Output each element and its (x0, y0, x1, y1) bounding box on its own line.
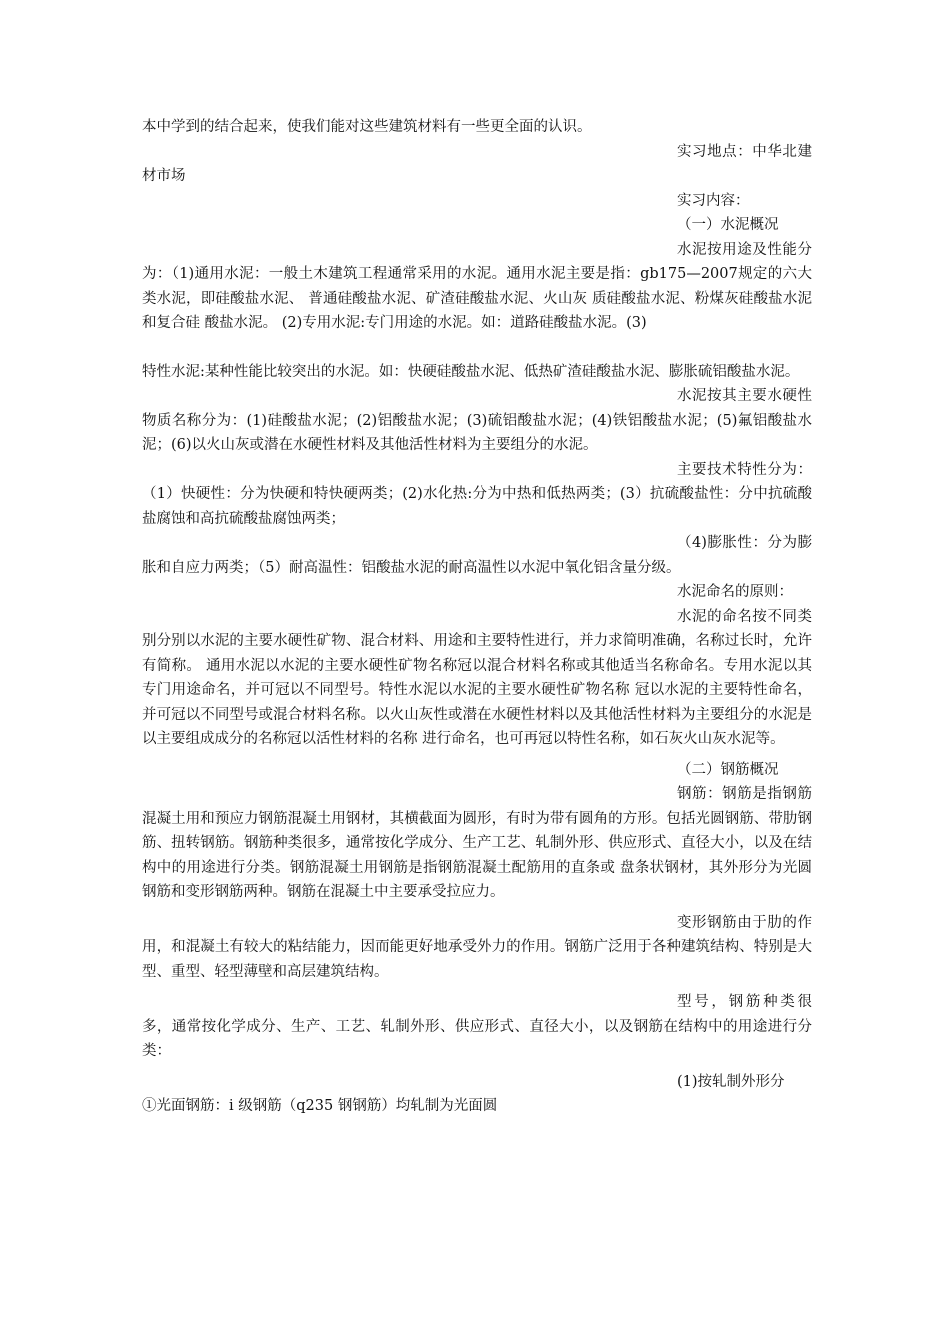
paragraph-rolling-shape: (1)按轧制外形分 (677, 1073, 785, 1090)
document-page (142, 115, 812, 1119)
paragraph-cement-hydraulic: 水泥按其主要水硬性物质名称分为：(1)硅酸盐水泥；(2)铝酸盐水泥；(3)硫铝酸盐水泥；(4)铁铝酸盐水泥；(5)氟铝酸盐水泥；(6)以火山灰或潜在水硬性材料及其他活性材料为主要组分的水泥。 (142, 388, 812, 453)
paragraph-cement-usage: 水泥按用途及性能分为：（1)通用水泥：一般土木建筑工程通常采用的水泥。通用水泥主要是指：gb175—2007规定的六大类水泥，即硅酸盐水泥、 普通硅酸盐水泥、矿渣硅酸盐水泥、火山灰 质硅酸盐水泥、粉煤灰硅酸盐水泥和复合硅 酸盐水泥。 (2)专用水泥:专门用途的水泥。如：道路硅酸盐水泥。(3) (142, 241, 812, 331)
paragraph-location: 实习地点：中华北建材市场 (142, 143, 812, 184)
paragraph-special-cement: 特性水泥:某种性能比较突出的水泥。如：快硬硅酸盐水泥、低热矿渣硅酸盐水泥、膨胀硫铝酸盐水泥。 (142, 363, 800, 380)
paragraph-deformed-rebar: 变形钢筋由于肋的作用，和混凝土有较大的粘结能力，因而能更好地承受外力的作用。钢筋广泛用于各种建筑结构、特别是大型、重型、轻型薄壁和高层建筑结构。 (142, 914, 812, 980)
paragraph-rebar-types: 型号，钢筋种类很多，通常按化学成分、生产、工艺、轧制外形、供应形式、直径大小，以及钢筋在结构中的用途进行分类： (142, 994, 812, 1059)
paragraph-plain-rebar: ①光面钢筋：i 级钢筋（q235 钢钢筋）均轧制为光面圆 (142, 1098, 498, 1114)
section-heading-rebar: （二）钢筋概况 (677, 761, 779, 778)
paragraph-naming-rules: 水泥的命名按不同类别分别以水泥的主要水硬性矿物、混合材料、用途和主要特性进行，并力求简明准确，名称过长时，允许有简称。 通用水泥以水泥的主要水硬性矿物名称冠以混合材料名称或其他适当名称命名。专用水泥以其专门用途命名，并可冠以不同型号。特性水泥以水泥的主要水硬性矿物名称 冠以水泥的主要特性命名，并可冠以不同型号或混合材料名称。以火山灰性或潜在水硬性材料以及其他活性材料为主要组分的水泥是以主要组成成分的名称冠以活性材料的名称 进行命名，也可再冠以特性名称，如石灰火山灰水泥等。 (142, 608, 812, 747)
paragraph-naming-heading: 水泥命名的原则： (677, 584, 793, 600)
paragraph-rebar-definition: 钢筋：钢筋是指钢筋混凝土用和预应力钢筋混凝土用钢材，其横截面为圆形，有时为带有圆角的方形。包括光圆钢筋、带肋钢筋、扭转钢筋。钢筋种类很多，通常按化学成分、生产工艺、轧制外形、供应形式、直径大小，以及在结构中的用途进行分类。钢筋混凝土用钢筋是指钢筋混凝土配筋用的直条或 盘条状钢材，其外形分为光圆钢筋和变形钢筋两种。钢筋在混凝土中主要承受拉应力。 (142, 786, 812, 900)
paragraph-content-heading: 实习内容： (677, 192, 750, 209)
paragraph-intro: 本中学到的结合起来，使我们能对这些建筑材料有一些更全面的认识。 (142, 119, 592, 135)
paragraph-cement-properties: 主要技术特性分为：（1）快硬性：分为快硬和特快硬两类；(2)水化热:分为中热和低热两类；(3）抗硫酸盐性：分中抗硫酸盐腐蚀和高抗硫酸盐腐蚀两类； (142, 461, 812, 527)
section-heading-cement: （一）水泥概况 (677, 217, 779, 233)
paragraph-cement-expansion: （4)膨胀性：分为膨胀和自应力两类；（5）耐高温性：铝酸盐水泥的耐高温性以水泥中氧化铝含量分级。 (142, 535, 812, 576)
